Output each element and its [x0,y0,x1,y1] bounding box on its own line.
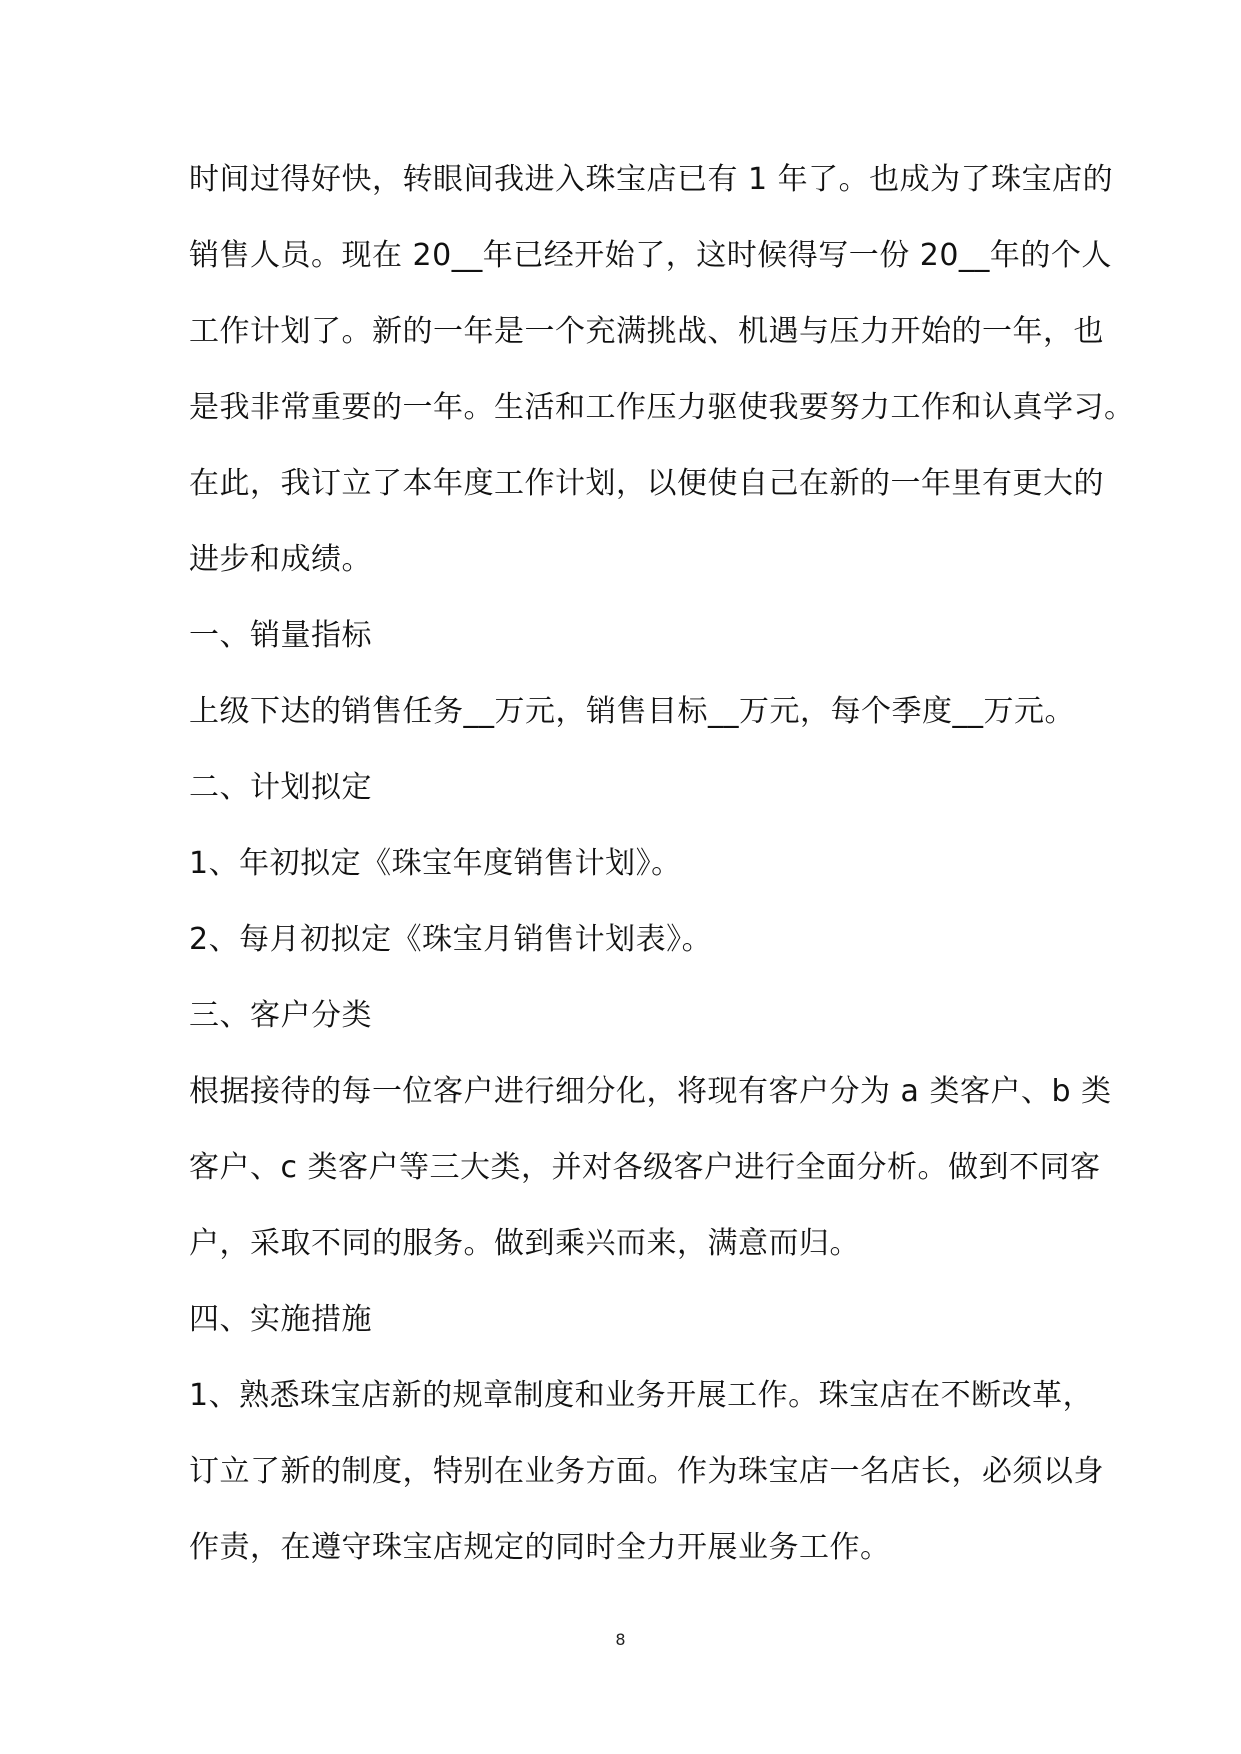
text-line: 是我非常重要的一年。生活和工作压力驱使我要努力工作和认真学习。 [189,390,1135,425]
text-line: 时间过得好快，转眼间我进入珠宝店已有 1 年了。也成为了珠宝店的 [189,162,1114,197]
section-heading: 三、客户分类 [189,998,372,1033]
text-line: 在此，我订立了本年度工作计划，以便使自己在新的一年里有更大的 [189,466,1104,501]
list-item: 1、年初拟定《珠宝年度销售计划》。 [189,846,682,881]
text-line: 客户、c 类客户等三大类，并对各级客户进行全面分析。做到不同客 [189,1150,1101,1185]
list-item: 2、每月初拟定《珠宝月销售计划表》。 [189,922,713,957]
text-line: 销售人员。现在 20__年已经开始了，这时候得写一份 20__年的个人 [189,238,1112,273]
text-line: 进步和成绩。 [189,542,372,577]
text-line: 根据接待的每一位客户进行细分化，将现有客户分为 a 类客户、b 类 [189,1074,1112,1109]
text-line: 订立了新的制度，特别在业务方面。作为珠宝店一名店长，必须以身 [189,1454,1104,1489]
list-item: 1、熟悉珠宝店新的规章制度和业务开展工作。珠宝店在不断改革， [189,1378,1094,1413]
text-line: 工作计划了。新的一年是一个充满挑战、机遇与压力开始的一年，也 [189,314,1104,349]
text-line: 上级下达的销售任务__万元，销售目标__万元，每个季度__万元。 [189,694,1075,729]
section-heading: 二、计划拟定 [189,770,372,805]
page-number: 8 [615,1630,626,1649]
section-heading: 四、实施措施 [189,1302,372,1337]
body-text [189,142,1135,1586]
section-heading: 一、销量指标 [189,618,372,653]
text-line: 户，采取不同的服务。做到乘兴而来，满意而归。 [189,1226,860,1261]
text-line: 作责，在遵守珠宝店规定的同时全力开展业务工作。 [189,1530,891,1565]
